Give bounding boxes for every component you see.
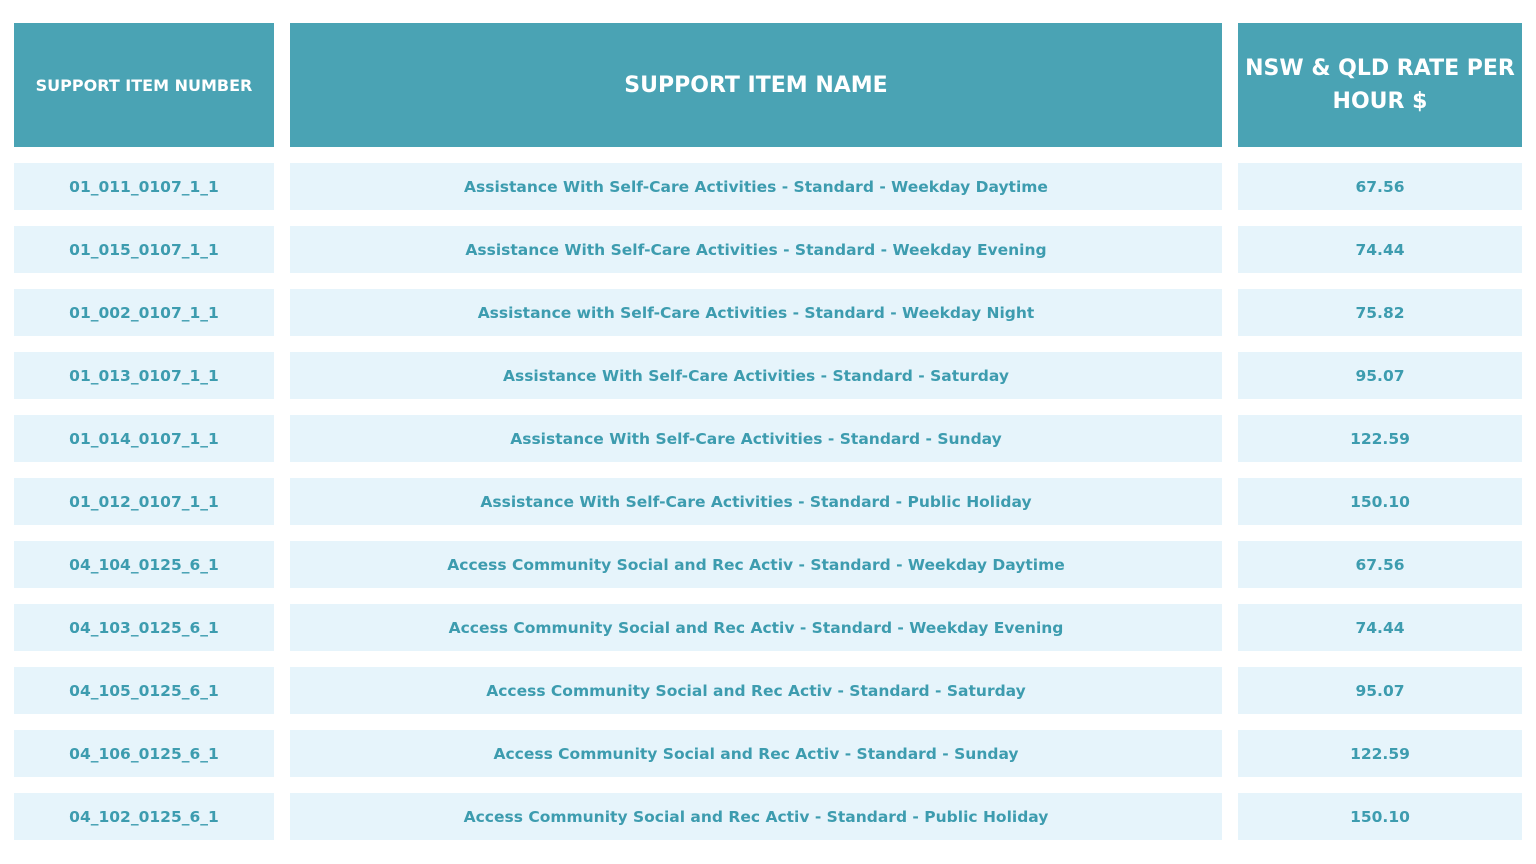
support-item-number-cell: 01_002_0107_1_1 (14, 289, 274, 336)
rate-cell: 95.07 (1238, 667, 1522, 714)
support-item-name-cell: Assistance With Self-Care Activities - Standard - Saturday (290, 352, 1222, 399)
support-item-name-cell: Access Community Social and Rec Activ - Standard - Weekday Evening (290, 604, 1222, 651)
support-item-name-cell: Assistance With Self-Care Activities - Standard - Weekday Daytime (290, 163, 1222, 210)
support-item-name-cell: Assistance With Self-Care Activities - Standard - Weekday Evening (290, 226, 1222, 273)
rate-cell: 75.82 (1238, 289, 1522, 336)
support-item-name-cell: Access Community Social and Rec Activ - Standard - Public Holiday (290, 793, 1222, 840)
header-support-item-number: SUPPORT ITEM NUMBER (14, 23, 274, 147)
rate-cell: 150.10 (1238, 478, 1522, 525)
rate-cell: 74.44 (1238, 604, 1522, 651)
rate-table (14, 23, 1522, 840)
support-item-number-cell: 04_104_0125_6_1 (14, 541, 274, 588)
support-item-number-cell: 01_015_0107_1_1 (14, 226, 274, 273)
support-item-number-cell: 04_103_0125_6_1 (14, 604, 274, 651)
support-item-number-cell: 01_013_0107_1_1 (14, 352, 274, 399)
header-rate-per-hour: NSW & QLD RATE PER HOUR $ (1238, 23, 1522, 147)
support-item-number-cell: 04_105_0125_6_1 (14, 667, 274, 714)
support-item-name-cell: Access Community Social and Rec Activ - Standard - Weekday Daytime (290, 541, 1222, 588)
rate-cell: 67.56 (1238, 163, 1522, 210)
support-item-number-cell: 04_102_0125_6_1 (14, 793, 274, 840)
support-item-name-cell: Access Community Social and Rec Activ - Standard - Saturday (290, 667, 1222, 714)
support-item-name-cell: Access Community Social and Rec Activ - Standard - Sunday (290, 730, 1222, 777)
rate-cell: 67.56 (1238, 541, 1522, 588)
support-item-name-cell: Assistance With Self-Care Activities - Standard - Public Holiday (290, 478, 1222, 525)
rate-cell: 150.10 (1238, 793, 1522, 840)
rate-cell: 122.59 (1238, 730, 1522, 777)
support-item-number-cell: 04_106_0125_6_1 (14, 730, 274, 777)
support-item-number-cell: 01_014_0107_1_1 (14, 415, 274, 462)
support-item-name-cell: Assistance with Self-Care Activities - Standard - Weekday Night (290, 289, 1222, 336)
support-item-name-cell: Assistance With Self-Care Activities - Standard - Sunday (290, 415, 1222, 462)
header-support-item-name: SUPPORT ITEM NAME (290, 23, 1222, 147)
rate-cell: 122.59 (1238, 415, 1522, 462)
rate-cell: 95.07 (1238, 352, 1522, 399)
rate-cell: 74.44 (1238, 226, 1522, 273)
support-item-number-cell: 01_011_0107_1_1 (14, 163, 274, 210)
support-item-number-cell: 01_012_0107_1_1 (14, 478, 274, 525)
